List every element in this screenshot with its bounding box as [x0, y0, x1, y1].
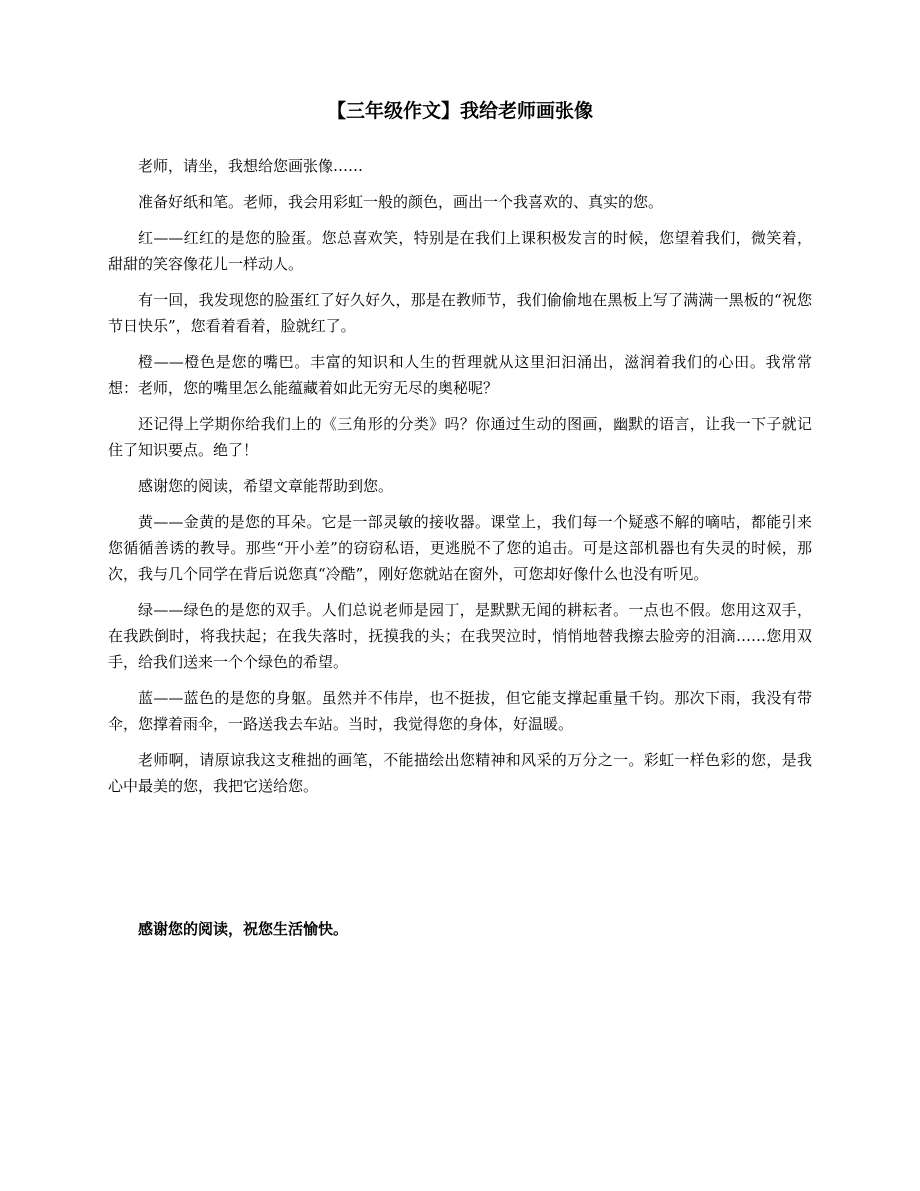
- paragraph: 黄——金黄的是您的耳朵。它是一部灵敏的接收器。课堂上，我们每一个疑惑不解的嘀咕，都能引来您循循善诱的教导。那些“开小差”的窃窃私语，更逃脱不了您的追击。可是这部机器也有失灵的时候，那次，我与几个同学在背后说您真“冷酷”，刚好您就站在窗外，可您却好像什么也没有听见。: [108, 513, 812, 583]
- document-title: 【三年级作文】我给老师画张像: [326, 101, 593, 122]
- paragraph: 老师啊，请原谅我这支稚拙的画笔，不能描绘出您精神和风采的万分之一。彩虹一样色彩的您，是我心中最美的您，我把它送给您。: [108, 751, 812, 795]
- paragraph: 感谢您的阅读，希望文章能帮助到您。: [138, 477, 394, 495]
- paragraph: 绿——绿色的是您的双手。人们总说老师是园丁，是默默无闻的耕耘者。一点也不假。您用这双手，在我跌倒时，将我扶起；在我失落时，抚摸我的头；在我哭泣时，悄悄地替我擦去脸旁的泪滴……您用双手，给我们送来一个个绿色的希望。: [108, 601, 812, 671]
- paragraph: 有一回，我发现您的脸蛋红了好久好久，那是在教师节，我们偷偷地在黑板上写了满满一黑板的“祝您节日快乐”，您看着看着，脸就红了。: [108, 291, 812, 335]
- paragraph: 橙——橙色是您的嘴巴。丰富的知识和人生的哲理就从这里汩汩涌出，滋润着我们的心田。我常常想：老师，您的嘴里怎么能蕴藏着如此无穷无尽的奥秘呢？: [108, 353, 812, 397]
- paragraph: 老师，请坐，我想给您画张像……: [138, 157, 364, 175]
- paragraph: 红——红红的是您的脸蛋。您总喜欢笑，特别是在我们上课积极发言的时候，您望着我们，微笑着，甜甜的笑容像花儿一样动人。: [108, 229, 812, 273]
- paragraph: 还记得上学期你给我们上的《三角形的分类》吗？你通过生动的图画，幽默的语言，让我一下子就记住了知识要点。绝了！: [108, 415, 812, 459]
- paragraph: 蓝——蓝色的是您的身躯。虽然并不伟岸，也不挺拔，但它能支撑起重量千钧。那次下雨，我没有带伞，您撑着雨伞，一路送我去车站。当时，我觉得您的身体，好温暖。: [108, 689, 812, 733]
- paragraph: 准备好纸和笔。老师，我会用彩虹一般的颜色，画出一个我喜欢的、真实的您。: [138, 193, 664, 211]
- footer-note: 感谢您的阅读，祝您生活愉快。: [138, 921, 349, 938]
